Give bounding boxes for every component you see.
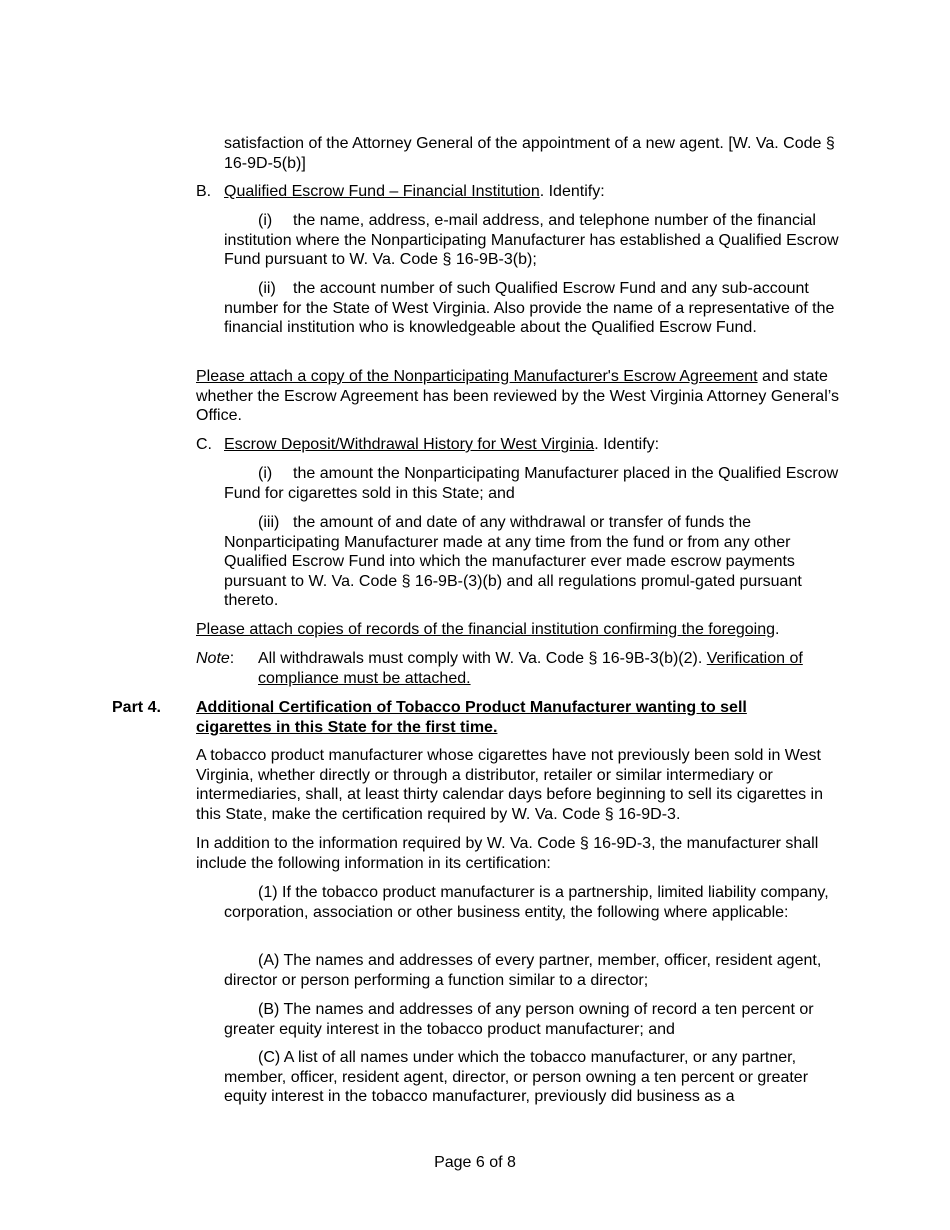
part-4-item-1: (1) If the tobacco product manufacturer is a partnership, limited liability company, corporation, association or other business entity, the following where applicable: bbox=[224, 884, 829, 921]
section-b-heading bbox=[196, 182, 846, 202]
part-4-heading: Additional Certification of Tobacco Product Manufacturer wanting to sell cigarettes in this State for the first time. bbox=[196, 699, 747, 736]
section-b-letter: B. bbox=[196, 183, 212, 200]
continuation-text: satisfaction of the Attorney General of the appointment of a new agent. [W. Va. Code § 16-9D-5(b)] bbox=[224, 135, 835, 172]
section-b-item-i: (i) the name, address, e-mail address, and telephone number of the financial institution where the Nonparticipating Manufacturer has established a Qualified Escrow Fund pursuant to W. Va. Code § 16-9B-3(b); bbox=[224, 212, 839, 268]
page-number-footer: Page 6 of 8 bbox=[434, 1154, 516, 1171]
part-4-label: Part 4. bbox=[112, 699, 161, 716]
note-text: All withdrawals must comply with W. Va. Code § 16-9B-3(b)(2). Verification of compliance must be attached. bbox=[258, 650, 803, 687]
section-b-item-ii: (ii) the account number of such Qualified Escrow Fund and any sub-account number for the State of West Virginia. Also provide the name of a representative of the financial institution who is knowledgeable about the Qualified Escrow Fund. bbox=[224, 280, 835, 336]
section-c-item-i: (i) the amount the Nonparticipating Manufacturer placed in the Qualified Escrow Fund for cigarettes sold in this State; and bbox=[224, 465, 839, 502]
note-label: Note: bbox=[196, 650, 235, 667]
records-instruction: Please attach copies of records of the financial institution confirming the foregoing. bbox=[196, 621, 780, 638]
part-4-paragraph-1: A tobacco product manufacturer whose cigarettes have not previously been sold in West Virginia, whether directly or through a distributor, retailer or similar intermediary or intermediaries, shall, at least thirty calendar days before beginning to sell its cigarettes in this State, make the certification required by W. Va. Code § 16-9D-3. bbox=[196, 747, 823, 823]
escrow-agreement-instruction: Please attach a copy of the Nonparticipating Manufacturer's Escrow Agreement and state whether the Escrow Agreement has been reviewed by the West Virginia Attorney General’s Office. bbox=[196, 368, 840, 424]
part-4-item-a: (A) The names and addresses of every partner, member, officer, resident agent, director or person performing a function similar to a director; bbox=[224, 952, 822, 989]
section-c-item-iii: (iii) the amount of and date of any withdrawal or transfer of funds the Nonparticipating Manufacturer made at any time from the fund or from any other Qualified Escrow Fund into which the manufacturer ever made escrow payments pursuant to W. Va. Code § 16-9B-(3)(b) and all regulations promul-gated pursuant thereto. bbox=[224, 514, 802, 609]
part-4-paragraph-2: In addition to the information required by W. Va. Code § 16-9D-3, the manufacturer shall include the following information in its certification: bbox=[196, 835, 819, 872]
section-b-title: Qualified Escrow Fund – Financial Institution bbox=[224, 183, 540, 200]
section-c-letter: C. bbox=[196, 436, 212, 453]
section-b-suffix: . Identify: bbox=[539, 183, 605, 200]
section-c-suffix: . Identify: bbox=[594, 436, 660, 453]
part-4-item-c: (C) A list of all names under which the tobacco manufacturer, or any partner, member, officer, resident agent, director, or person owning a ten percent or greater equity interest in the tobacco manufacturer, previously did business as a bbox=[224, 1049, 809, 1105]
section-c-title: Escrow Deposit/Withdrawal History for West Virginia bbox=[224, 436, 595, 453]
part-4-item-b: (B) The names and addresses of any person owning of record a ten percent or greater equity interest in the tobacco product manufacturer; and bbox=[224, 1001, 814, 1038]
note-block bbox=[196, 649, 836, 689]
section-c-heading bbox=[196, 435, 846, 455]
